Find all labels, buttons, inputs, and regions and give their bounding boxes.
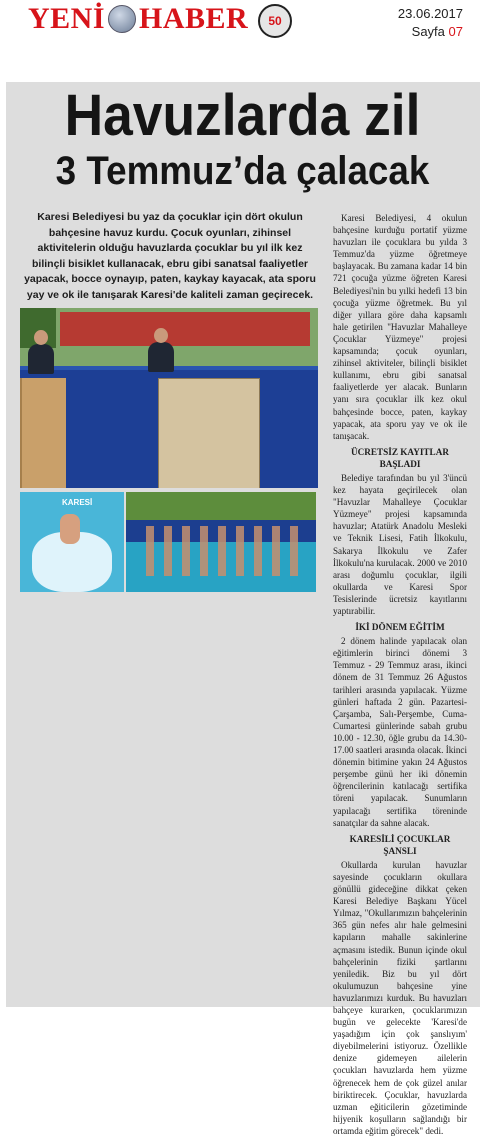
logo-right-text: HABER: [139, 2, 249, 35]
photo-swimming-child: [20, 492, 124, 592]
anniversary-badge: 50: [258, 4, 292, 38]
publication-date: 23.06.2017: [397, 6, 463, 21]
photo-children: [146, 526, 306, 576]
headline-line-2: 3 Temmuz’da çalacak: [55, 149, 430, 193]
globe-icon: [108, 5, 136, 33]
section-heading: İKİ DÖNEM EĞİTİM: [355, 622, 445, 633]
photo-trees: [126, 492, 316, 522]
photo-child: [60, 514, 80, 544]
body-paragraph: Karesi Belediyesi, 4 okulun bahçesine kurduğu portatif yüzme havuzları ile çocuklara bu yılda 3 Temmuz'da yüzme öğretmeye başlayacak. Bu zamana kadar 14 bin 721 çocuğa yüzme öğreten Karesi Belediyesi'nin bu yılki hedefi 13 bin çocuğa yüzme öğretmek. Bu yıl diğer yıllara göre daha kapsamlı hale getirilen "Havuzlar Mahalleye Çocuklar Yüzmeye" projesi kapsamında; çocuk oyunları, zihinsel aktiviteler, bilinçli bisiklet kullanımı, ebru gibi sanatsal faaliyetlerde yer alacak. Bunların yanı sıra çocuklar ilk kez okul bahçesinde bocce, paten, kaykay yapacak, ata sporu yay ve ok ile tanışacak.: [333, 213, 467, 441]
photo-red-building: [60, 312, 310, 346]
article-body: [333, 212, 467, 1139]
newspaper-logo: [28, 2, 248, 37]
page-number-value: 07: [448, 24, 463, 39]
photo-person-left: [28, 344, 54, 374]
photo-person-right: [148, 342, 174, 372]
body-paragraph: Okullarda kurulan havuzlar sayesinde çocukların okullara gönüllü gideceğine dikkat çeken Karesi Belediye Başkanı Yücel Yılmaz, "Okullarımızın bahçelerinin 365 gün nefes alır hale gelmesini kapıların mahalle sakinlerine açmasını istedik. Bunun içinde okul bahçelerinin fiziki şartlarını yeniledik. Biz bu yıl dört okulumuzun bahçesine yine havuzlarımızı kurduk. Bu havuzları bahçeye kurarken, çocuklarımızın bugün ve gelecekte 'Karesi'de yaşadığım için çok şanslıyım' diyebilmelerini istiyoruz. Özellikle denize gidemeyen ailelerin çocukları havuzlarda hem yüzme öğrenecek hem de çok güzel anılar biriktirecek. Çocuklar, havuzlarda uzman eğiticilerin gözetiminde hijyenik koşulların sağlandığı bir ortamda eğitim görecek" dedi.: [333, 859, 467, 1136]
photo-wood-panel-left: [20, 378, 66, 488]
logo-left-text: YENİ: [28, 2, 106, 35]
section-heading: KARESİLİ ÇOCUKLAR ŞANSLI: [349, 833, 451, 856]
photo-wood-panel-center: [158, 378, 260, 488]
photo-caption-karesi: KARESİ: [62, 498, 93, 507]
body-paragraph: Belediye tarafından bu yıl 3'üncü kez hayata geçirilecek olan "Havuzlar Mahalleye Çocuklar Yüzmeye" projesi kapsamında havuzlar; Atatürk Anadolu Mesleki ve Teknik Lisesi, Fatih İlkokulu, Sakarya İlkokulu ve Zafer İlkokulu'na kurulacak. 2000 ve 2010 arası doğumlu çocuklar, ilgili okullarda ve Karesi Spor Tesislerinde ücretsiz kayıtlarını yaptırabilir.: [333, 472, 467, 616]
article-lead: Karesi Belediyesi bu yaz da çocuklar için dört okulun bahçesine havuz kurdu. Çocuk oyunları, zihinsel aktivitelerin olduğu havuzlarda çocuklar bu yıl ilk kez bilinçli bisiklet kullanacak, ebru gibi sanatsal faaliyetler yapacak, bocce oynayıp, paten, kaykay kayacak, ata sporu yay ve ok ile tanışarak Karesi'de kaliteli zaman geçirecek.: [24, 211, 316, 301]
masthead: [0, 0, 485, 48]
page-number: [412, 24, 463, 39]
main-photo: [20, 308, 318, 488]
section-heading: ÜCRETSİZ KAYITLAR BAŞLADI: [351, 446, 449, 469]
body-paragraph: 2 dönem halinde yapılacak olan eğitimlerin birinci dönemi 3 Temmuz - 29 Temmuz arası, ikinci dönem de 31 Temmuz 26 Ağustos tarihleri arasında yapılacak. Yüzme günleri haftada 2 gün. Pazartesi-Çarşamba, Salı-Perşembe, Cuma-Cumartesi günlerinde sabah grubu 10.00 - 12.30, öğle grubu da 14.30-17.00 saatleri arasında olacak. İkinci dönemin bitimine yakın 24 Ağustos perşembe günü her iki dönemin öğrencilerinin katılacağı sertifika töreni yapılacak. Sunumların yapılacağı sertifika töreninde sanatçılar da sahne alacak.: [333, 636, 467, 828]
photo-person-head: [34, 330, 48, 345]
photo-person-head: [154, 328, 168, 343]
page-label: Sayfa: [411, 24, 445, 39]
headline-line-1: Havuzlarda zil: [64, 83, 421, 148]
photo-children-group: [126, 492, 316, 592]
